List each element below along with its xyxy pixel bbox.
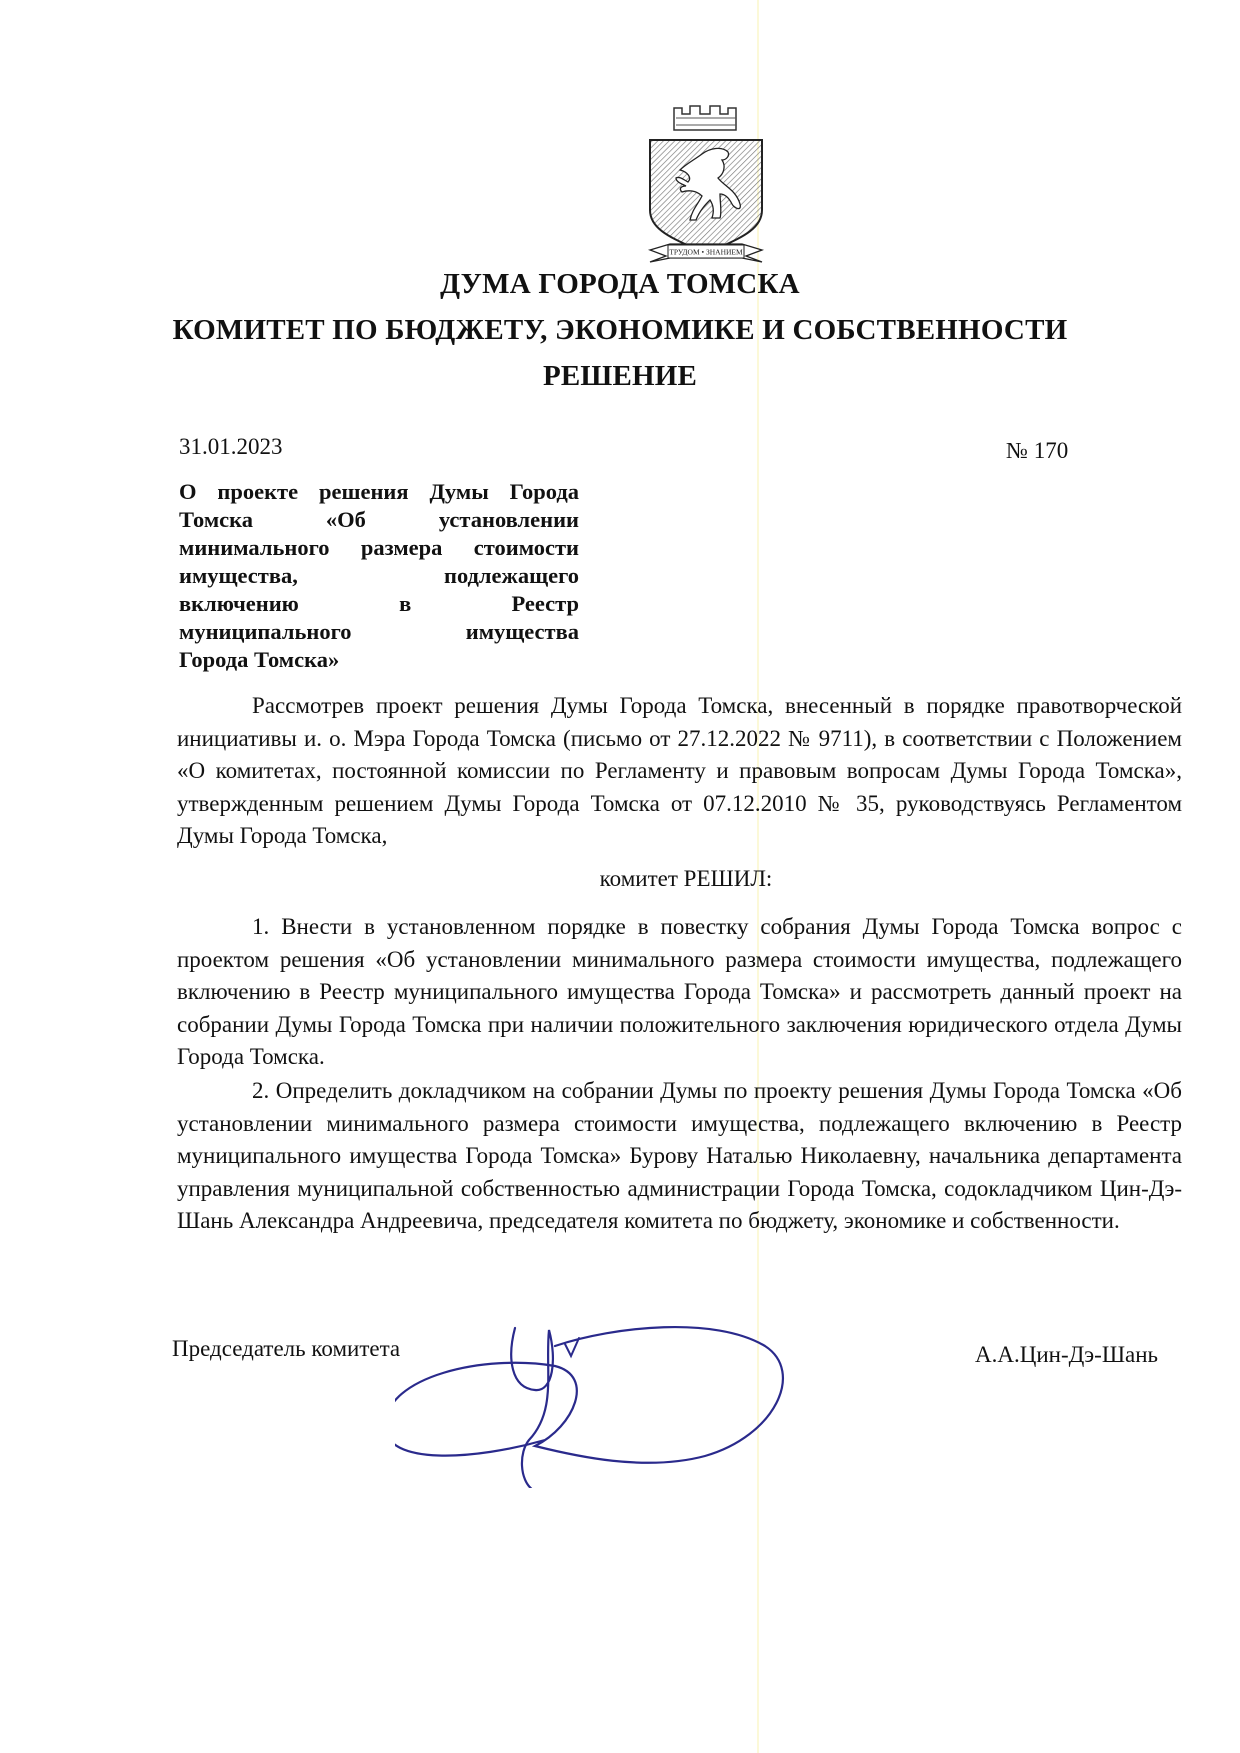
city-coat-of-arms-icon: [636, 100, 776, 270]
signatory-name: А.А.Цин-Дэ-Шань: [975, 1342, 1159, 1367]
subject-line: Города Томска»: [179, 647, 340, 672]
signatory-position: Председатель комитета: [172, 1336, 401, 1361]
subject-line: О проекте решения Думы Города: [179, 479, 579, 504]
document-date: 31.01.2023: [179, 434, 283, 459]
crest-motto: ТРУДОМ • ЗНАНИЕМ: [669, 247, 743, 257]
subject-line: минимального размера стоимости: [179, 535, 579, 560]
document-subject: [179, 478, 579, 674]
resolution-item-1: 1. Внести в установленном порядке в повестку собрания Думы Города Томска вопрос с проектом решения «Об установлении минимального размера стоимости имущества, подлежащего включению в Реестр муниципального имущества Города Томска» и рассмотреть данный проект на собрании Думы Города Томска при наличии положительного заключения юридического отдела Думы Города Томска.: [177, 914, 1182, 1069]
subject-line: Томска «Об установлении: [179, 507, 579, 532]
handwritten-signature: [395, 1318, 835, 1488]
subject-line: имущества, подлежащего: [179, 563, 579, 588]
subject-line: включению в Реестр: [179, 591, 579, 616]
committee-title: КОМИТЕТ ПО БЮДЖЕТУ, ЭКОНОМИКЕ И СОБСТВЕННОСТИ: [172, 314, 1068, 346]
resolved-heading: комитет РЕШИЛ:: [599, 866, 773, 891]
subject-line: муниципального имущества: [179, 619, 579, 644]
organization-title: ДУМА ГОРОДА ТОМСКА: [440, 268, 800, 300]
document-type: РЕШЕНИЕ: [542, 360, 698, 392]
preamble-paragraph: Рассмотрев проект решения Думы Города Томска, внесенный в порядке правотворческой инициативы и. о. Мэра Города Томска (письмо от 27.12.2022 № 9711), в соответствии с Положением «О комитетах, постоянной комиссии по Регламенту и правовым вопросам Думы Города Томска», утвержденным решением Думы Города Томска от 07.12.2010 № 35, руководствуясь Регламентом Думы Города Томска,: [177, 693, 1182, 848]
resolution-item-2: 2. Определить докладчиком на собрании Думы по проекту решения Думы Города Томска «Об установлении минимального размера стоимости имущества, подлежащего включению в Реестр муниципального имущества Города Томска» Бурову Наталью Николаевну, начальника департамента управления муниципальной собственностью администрации Города Томска, содокладчиком Цин-Дэ-Шань Александра Андреевича, председателя комитета по бюджету, экономике и собственности.: [177, 1078, 1182, 1233]
document-number: № 170: [1006, 438, 1069, 463]
